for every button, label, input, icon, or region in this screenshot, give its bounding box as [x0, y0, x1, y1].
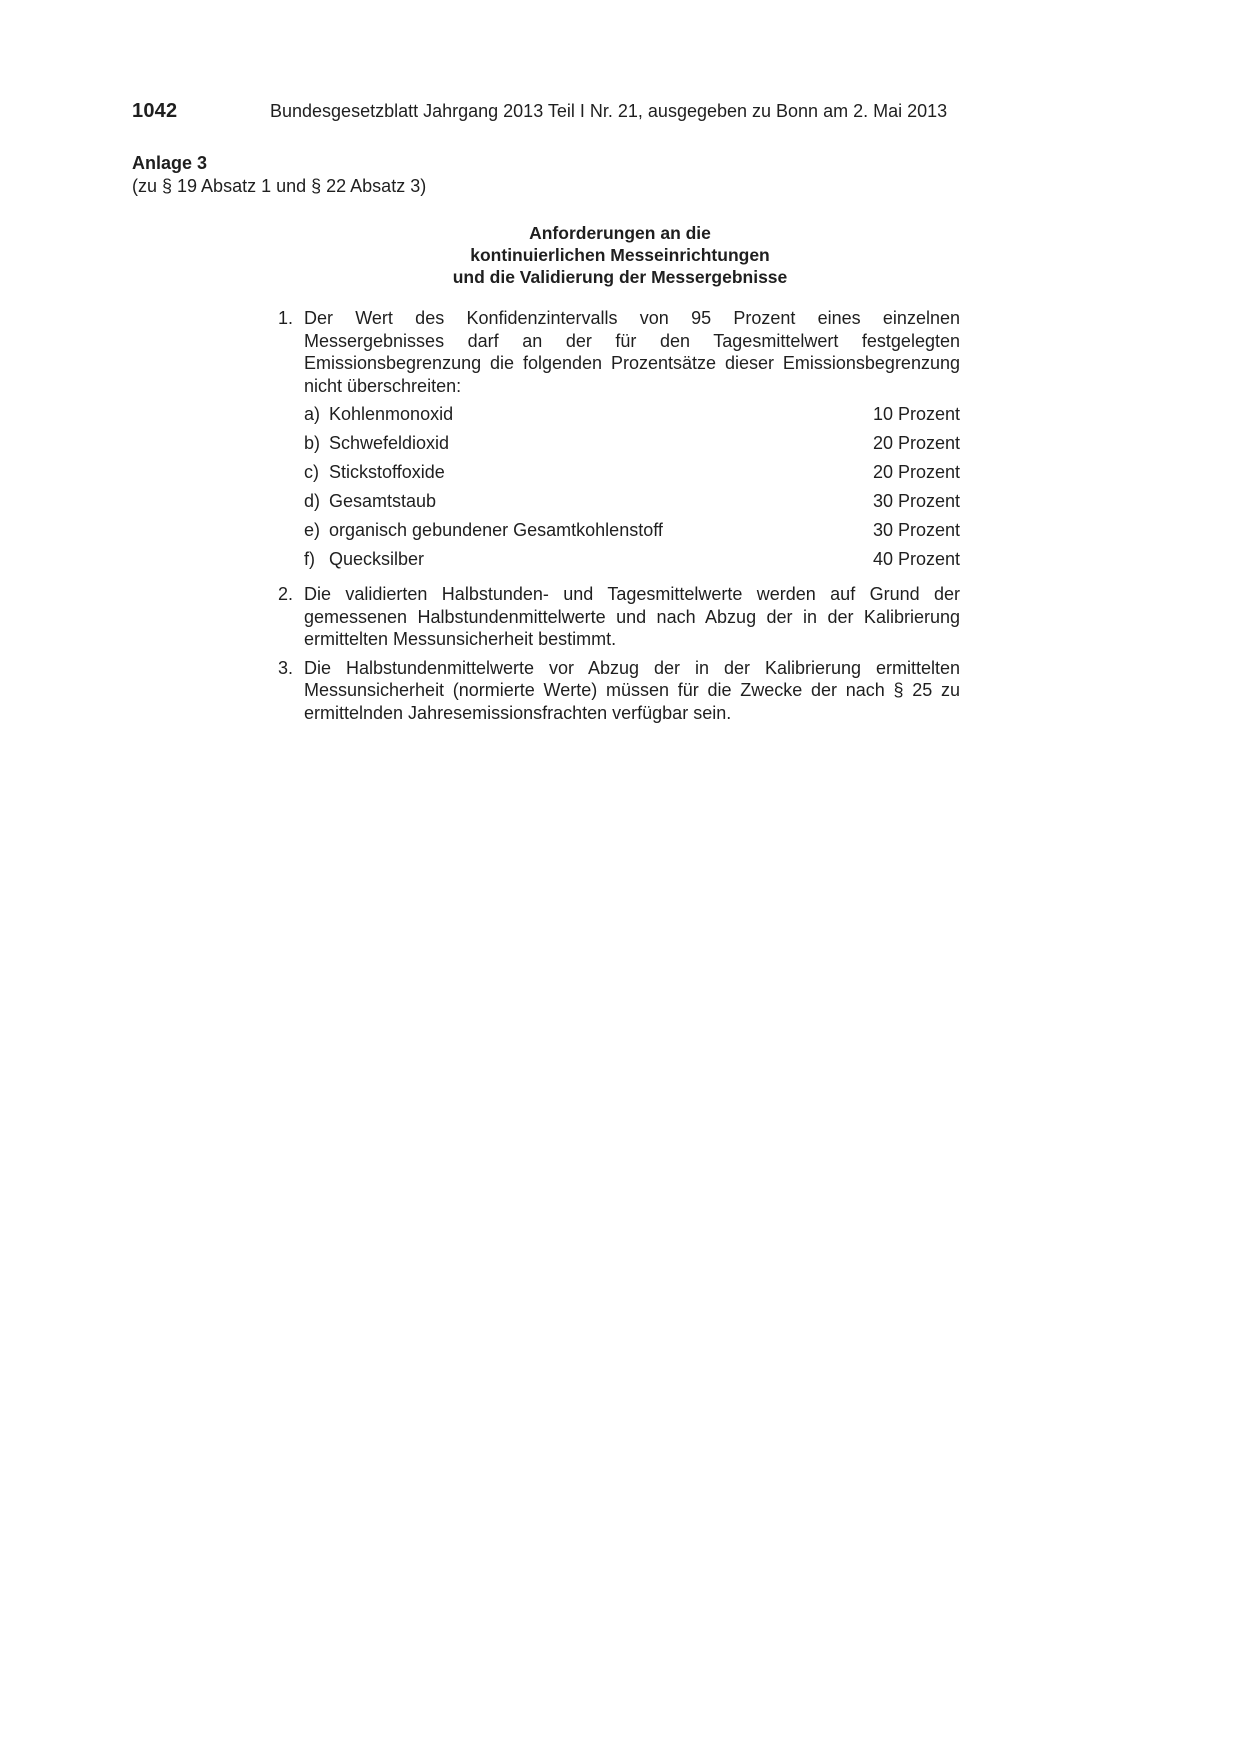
heading-line-3: und die Validierung der Messergebnisse	[452, 267, 788, 287]
pollutant-name: Schwefeldioxid	[329, 433, 450, 453]
pollutant-percentage: 30 Prozent	[872, 491, 960, 511]
item-number: 1.	[278, 308, 294, 328]
pollutant-letter: c)	[304, 462, 319, 482]
pollutant-letter: e)	[304, 520, 321, 540]
pollutant-letter: f)	[304, 549, 315, 569]
pollutant-percentage: 40 Prozent	[872, 549, 960, 569]
document-heading	[280, 222, 960, 288]
pollutant-letter: d)	[304, 491, 321, 511]
pollutant-percentage: 30 Prozent	[872, 520, 960, 540]
item-text: Die validierten Halbstunden- und Tagesmittelwerte werden auf Grund der gemessenen Halbstundenmittelwerte und nach Abzug der in der Kalibrierung ermittelten Messunsicherheit bestimmt.	[304, 584, 960, 649]
pollutant-list	[304, 403, 960, 577]
list-item-1	[278, 307, 960, 577]
pollutant-percentage: 10 Prozent	[872, 404, 960, 424]
item-number: 2.	[278, 584, 294, 604]
heading-line-2: kontinuierlichen Messeinrichtungen	[470, 245, 770, 265]
pollutant-row	[304, 432, 960, 461]
pollutant-row	[304, 403, 960, 432]
pollutant-percentage: 20 Prozent	[872, 433, 960, 453]
item-text: Der Wert des Konfidenzintervalls von 95 Prozent eines einzelnen Messergebnisses darf an der für den Tagesmittelwert festgelegten Emissionsbegrenzung die folgenden Prozentsätze dieser Emissionsbegrenzung nicht überschreiten:	[304, 308, 960, 396]
pollutant-letter: a)	[304, 404, 321, 424]
pollutant-row	[304, 461, 960, 490]
pollutant-percentage: 20 Prozent	[872, 462, 960, 482]
list-item-2	[278, 583, 960, 651]
pollutant-name: organisch gebundener Gesamtkohlenstoff	[329, 520, 663, 540]
pollutant-name: Stickstoffoxide	[329, 462, 445, 482]
numbered-list	[278, 307, 960, 730]
item-number: 3.	[278, 657, 294, 678]
anlage-title: Anlage 3	[132, 153, 208, 173]
list-item-3	[278, 657, 960, 725]
pollutant-row	[304, 519, 960, 548]
item-text: Die Halbstundenmittelwerte vor Abzug der in der Kalibrierung ermittelten Messunsicherheit (normierte Werte) müssen für die Zwecke der nach § 25 zu ermittelnden Jahresemissionsfrachten verfügbar sein.	[304, 657, 960, 723]
pollutant-row	[304, 548, 960, 577]
page-number: 1042	[132, 100, 178, 122]
pollutant-row	[304, 490, 960, 519]
heading-line-1: Anforderungen an die	[529, 223, 711, 243]
pollutant-letter: b)	[304, 433, 321, 453]
running-header: Bundesgesetzblatt Jahrgang 2013 Teil I Nr. 21, ausgegeben zu Bonn am 2. Mai 2013	[270, 101, 948, 121]
item-body	[304, 307, 960, 577]
pollutant-name: Gesamtstaub	[329, 491, 437, 511]
pollutant-name: Kohlenmonoxid	[329, 404, 454, 424]
pollutant-name: Quecksilber	[329, 549, 425, 569]
anlage-reference: (zu § 19 Absatz 1 und § 22 Absatz 3)	[132, 176, 427, 196]
